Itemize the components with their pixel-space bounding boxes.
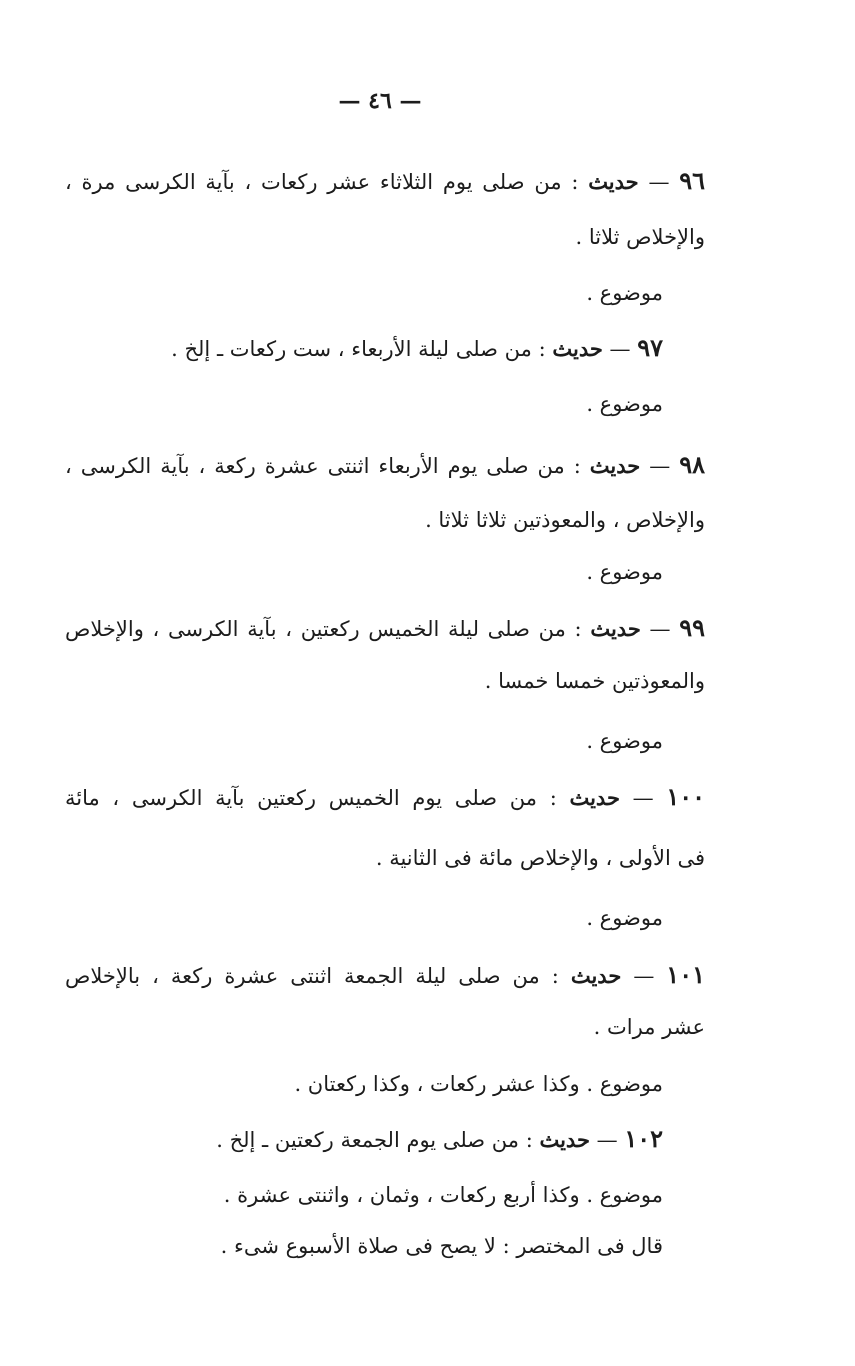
entry-100-line-1	[65, 782, 705, 813]
page-number: — ٤٦ —	[338, 88, 422, 114]
entry-dash: —	[648, 170, 670, 194]
entry-dash: —	[632, 786, 654, 810]
entry-keyword: حديث	[589, 453, 641, 478]
entry-dash: —	[596, 1128, 618, 1152]
entry-101-line-2: عشر مرات .	[593, 1015, 705, 1039]
entry-number: ٩٨	[679, 450, 705, 479]
entry-keyword: حديث	[570, 963, 622, 988]
entry-text: : من صلى يوم الخميس ركعتين بآية الكرسى ، مائة	[65, 786, 557, 810]
entry-number: ٩٦	[679, 166, 705, 195]
entry-96-verdict: موضوع .	[586, 281, 663, 305]
entry-101-line-1	[65, 960, 705, 991]
closing-note: قال فى المختصر : لا يصح فى صلاة الأسبوع شىء .	[220, 1234, 663, 1258]
entry-text: : من صلى يوم الجمعة ركعتين ـ إلخ .	[216, 1128, 533, 1152]
entry-keyword: حديث	[569, 785, 620, 810]
entry-dash: —	[649, 617, 671, 641]
entry-100-line-2: فى الأولى ، والإخلاص مائة فى الثانية .	[375, 846, 705, 870]
entry-text: : من صلى ليلة الأربعاء ، ست ركعات ـ إلخ .	[171, 337, 546, 361]
entry-102-line-1	[216, 1124, 663, 1155]
entry-98-line-2: والإخلاص ، والمعوذتين ثلاثا ثلاثا .	[425, 508, 705, 532]
entry-97-verdict: موضوع .	[586, 392, 663, 416]
entry-101-verdict: موضوع . وكذا عشر ركعات ، وكذا ركعتان .	[294, 1072, 663, 1096]
entry-dash: —	[609, 337, 631, 361]
entry-number: ١٠١	[666, 960, 705, 989]
entry-text: : من صلى ليلة الجمعة اثنتى عشرة ركعة ، بالإخلاص	[65, 964, 559, 988]
entry-100-verdict: موضوع .	[586, 906, 663, 930]
entry-97-line-1	[171, 333, 663, 364]
entry-dash: —	[633, 964, 655, 988]
entry-dash: —	[649, 454, 671, 478]
entry-number: ٩٩	[679, 613, 705, 642]
entry-keyword: حديث	[552, 336, 603, 361]
entry-102-verdict: موضوع . وكذا أربع ركعات ، وثمان ، واثنتى عشرة .	[223, 1183, 663, 1207]
entry-text: : من صلى ليلة الخميس ركعتين ، بآية الكرسى ، والإخلاص	[65, 617, 582, 641]
entry-keyword: حديث	[590, 616, 641, 641]
entry-99-line-1	[65, 613, 705, 644]
entry-text: : من صلى يوم الثلاثاء عشر ركعات ، بآية الكرسى مرة ،	[65, 170, 579, 194]
entry-98-line-1	[65, 450, 705, 481]
entry-number: ١٠٢	[624, 1124, 663, 1153]
entry-number: ١٠٠	[666, 782, 705, 811]
entry-96-line-2: والإخلاص ثلاثا .	[575, 225, 705, 249]
entry-99-verdict: موضوع .	[586, 729, 663, 753]
entry-text: : من صلى يوم الأربعاء اثنتى عشرة ركعة ، بآية الكرسى ،	[65, 454, 581, 478]
entry-96-line-1	[65, 166, 705, 197]
entry-number: ٩٧	[637, 333, 663, 362]
entry-98-verdict: موضوع .	[586, 560, 663, 584]
entry-keyword: حديث	[588, 169, 639, 194]
entry-99-line-2: والمعوذتين خمسا خمسا .	[484, 669, 705, 693]
entry-keyword: حديث	[539, 1127, 590, 1152]
